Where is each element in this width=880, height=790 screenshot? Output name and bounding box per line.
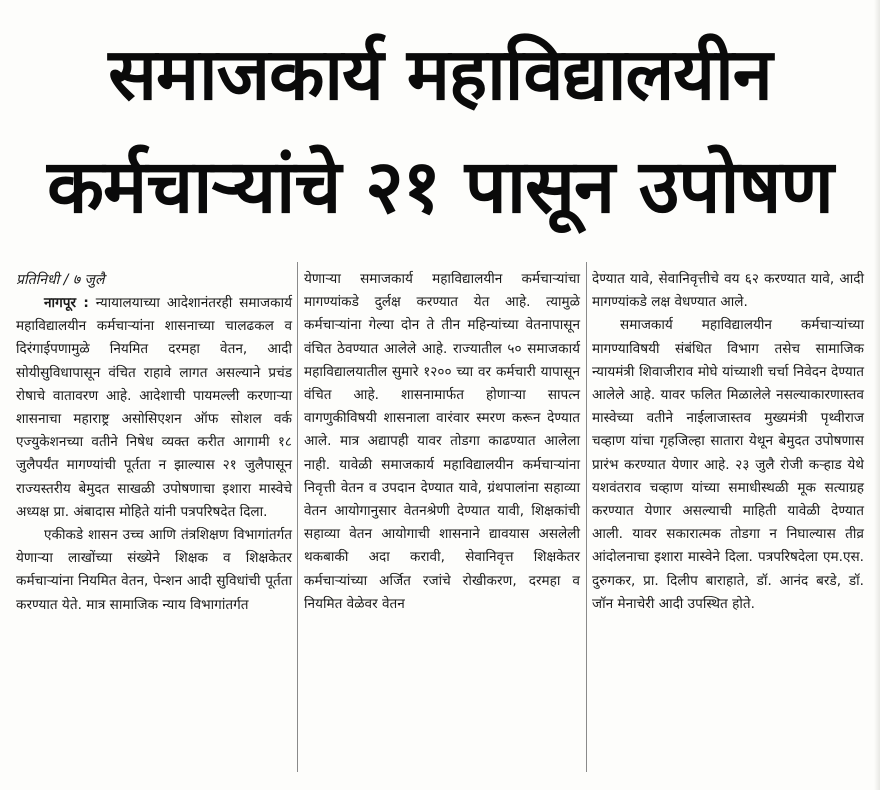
headline-line-1: समाजकार्य महाविद्यालयीन xyxy=(108,32,772,116)
dateline: प्रतिनिधी / ७ जुलै xyxy=(16,272,105,288)
article-paragraph xyxy=(16,292,292,524)
headline-line-2: कर्मचाऱ्यांचे २१ पासून उपोषण xyxy=(47,144,833,230)
article-paragraph: येणाऱ्या समाजकार्य महाविद्यालयीन कर्मचाऱ्यांचा मागण्यांकडे दुर्लक्ष करण्यात येत आहे. त्यामुळे कर्मचाऱ्यांना गेल्या दोन ते तीन महिन्यांच्या वेतनापासून वंचित ठेवण्यात आलेले आहे. राज्यातील ५० समाजकार्य महाविद्यालयातील सुमारे १२०० च्या वर कर्मचारी यापासून वंचित आहे. शासनामार्फत होणाऱ्या सापत्न वागणुकीविषयी शासनाला वारंवार स्मरण करून देण्यात आले. मात्र अद्यापही यावर तोडगा काढण्यात आलेला नाही. यावेळी समाजकार्य महाविद्यालयीन कर्मचाऱ्यांना निवृत्ती वेतन व उपदान देण्यात यावे, ग्रंथपालांना सहाव्या वेतन आयोगानुसार वेतनश्रेणी देण्यात यावी, शिक्षकांची सहाव्या वेतन आयोगाची शासनाने द्यावयास असलेली थकबाकी अदा करावी, सेवानिवृत्त शिक्षकेतर कर्मचाऱ्यांच्या अर्जित रजांचे रोखीकरण, दरमहा व नियमित वेळेवर वेतन xyxy=(304,271,580,612)
column-divider xyxy=(586,262,587,772)
article-paragraph: देण्यात यावे, सेवानिवृत्तीचे वय ६२ करण्यात यावे, आदी मागण्यांकडे लक्ष वेधण्यात आले. xyxy=(592,271,864,311)
article-column-3 xyxy=(592,268,864,616)
column-divider xyxy=(297,262,298,772)
article-paragraph: समाजकार्य महाविद्यालयीन कर्मचाऱ्यांच्या मागण्याविषयी संबंधित विभाग तसेच सामाजिक न्यायमंत्री शिवाजीराव मोघे यांच्याशी चर्चा निवेदन देण्यात आलेले आहे. यावर फलित मिळालेले नसल्याकारणास्तव मास्वेच्या वतीने नाईलाजास्तव मुख्यमंत्री पृथ्वीराज चव्हाण यांचा गृहजिल्हा सातारा येथून बेमुदत उपोषणास प्रारंभ करण्यात येणार आहे. २३ जुलै रोजी कऱ्हाड येथे यशवंतराव चव्हाण यांच्या समाधीस्थळी मूक सत्याग्रह करण्यात येणार असल्याची माहिती यावेळी देण्यात आली. यावर सकारात्मक तोडगा न निघाल्यास तीव्र आंदोलनाचा इशारा मास्वेने दिला. पत्रपरिषदेला एम.एस. दुरुगकर, प्रा. दिलीप बाराहाते, डॉ. आनंद बरडे, डॉ. जॉन मेनाचेरी आदी उपस्थित होते. xyxy=(592,317,864,612)
article-column-2 xyxy=(304,268,580,616)
city-lead: नागपूर : xyxy=(44,295,89,311)
article-paragraph: एकीकडे शासन उच्च आणि तंत्रशिक्षण विभागांतर्गत येणाऱ्या लाखोंच्या संख्येने शिक्षक व शिक्षकेतर कर्मचाऱ्यांना नियमित वेतन, पेन्शन आदी सुविधांची पूर्तता करण्यात येते. मात्र सामाजिक न्याय विभागांतर्गत xyxy=(16,527,292,613)
article-column-1 xyxy=(16,292,292,617)
paragraph-text: न्यायालयाच्या आदेशानंतरही समाजकार्य महाविद्यालयीन कर्मचाऱ्यांना शासनाच्या चालढकल व दिरंगाईपणामुळे नियमित दरमहा वेतन, आदी सोयीसुविधापासून वंचित राहावे लागत असल्याने प्रचंड रोषाचे वातावरण आहे. आदेशाची पायमल्ली करणाऱ्या शासनाचा महाराष्ट्र असोसिएशन ऑफ सोशल वर्क एज्युकेशनच्या वतीने निषेध व्यक्त करीत आगामी १८ जुलैपर्यंत मागण्यांची पूर्तता न झाल्यास २१ जुलैपासून राज्यस्तरीय बेमुदत साखळी उपोषणाचा इशारा मास्वेचे अध्यक्ष प्रा. अंबादास मोहिते यांनी पत्रपरिषदेत दिला. xyxy=(16,295,292,520)
page-edge-shadow xyxy=(874,0,880,790)
